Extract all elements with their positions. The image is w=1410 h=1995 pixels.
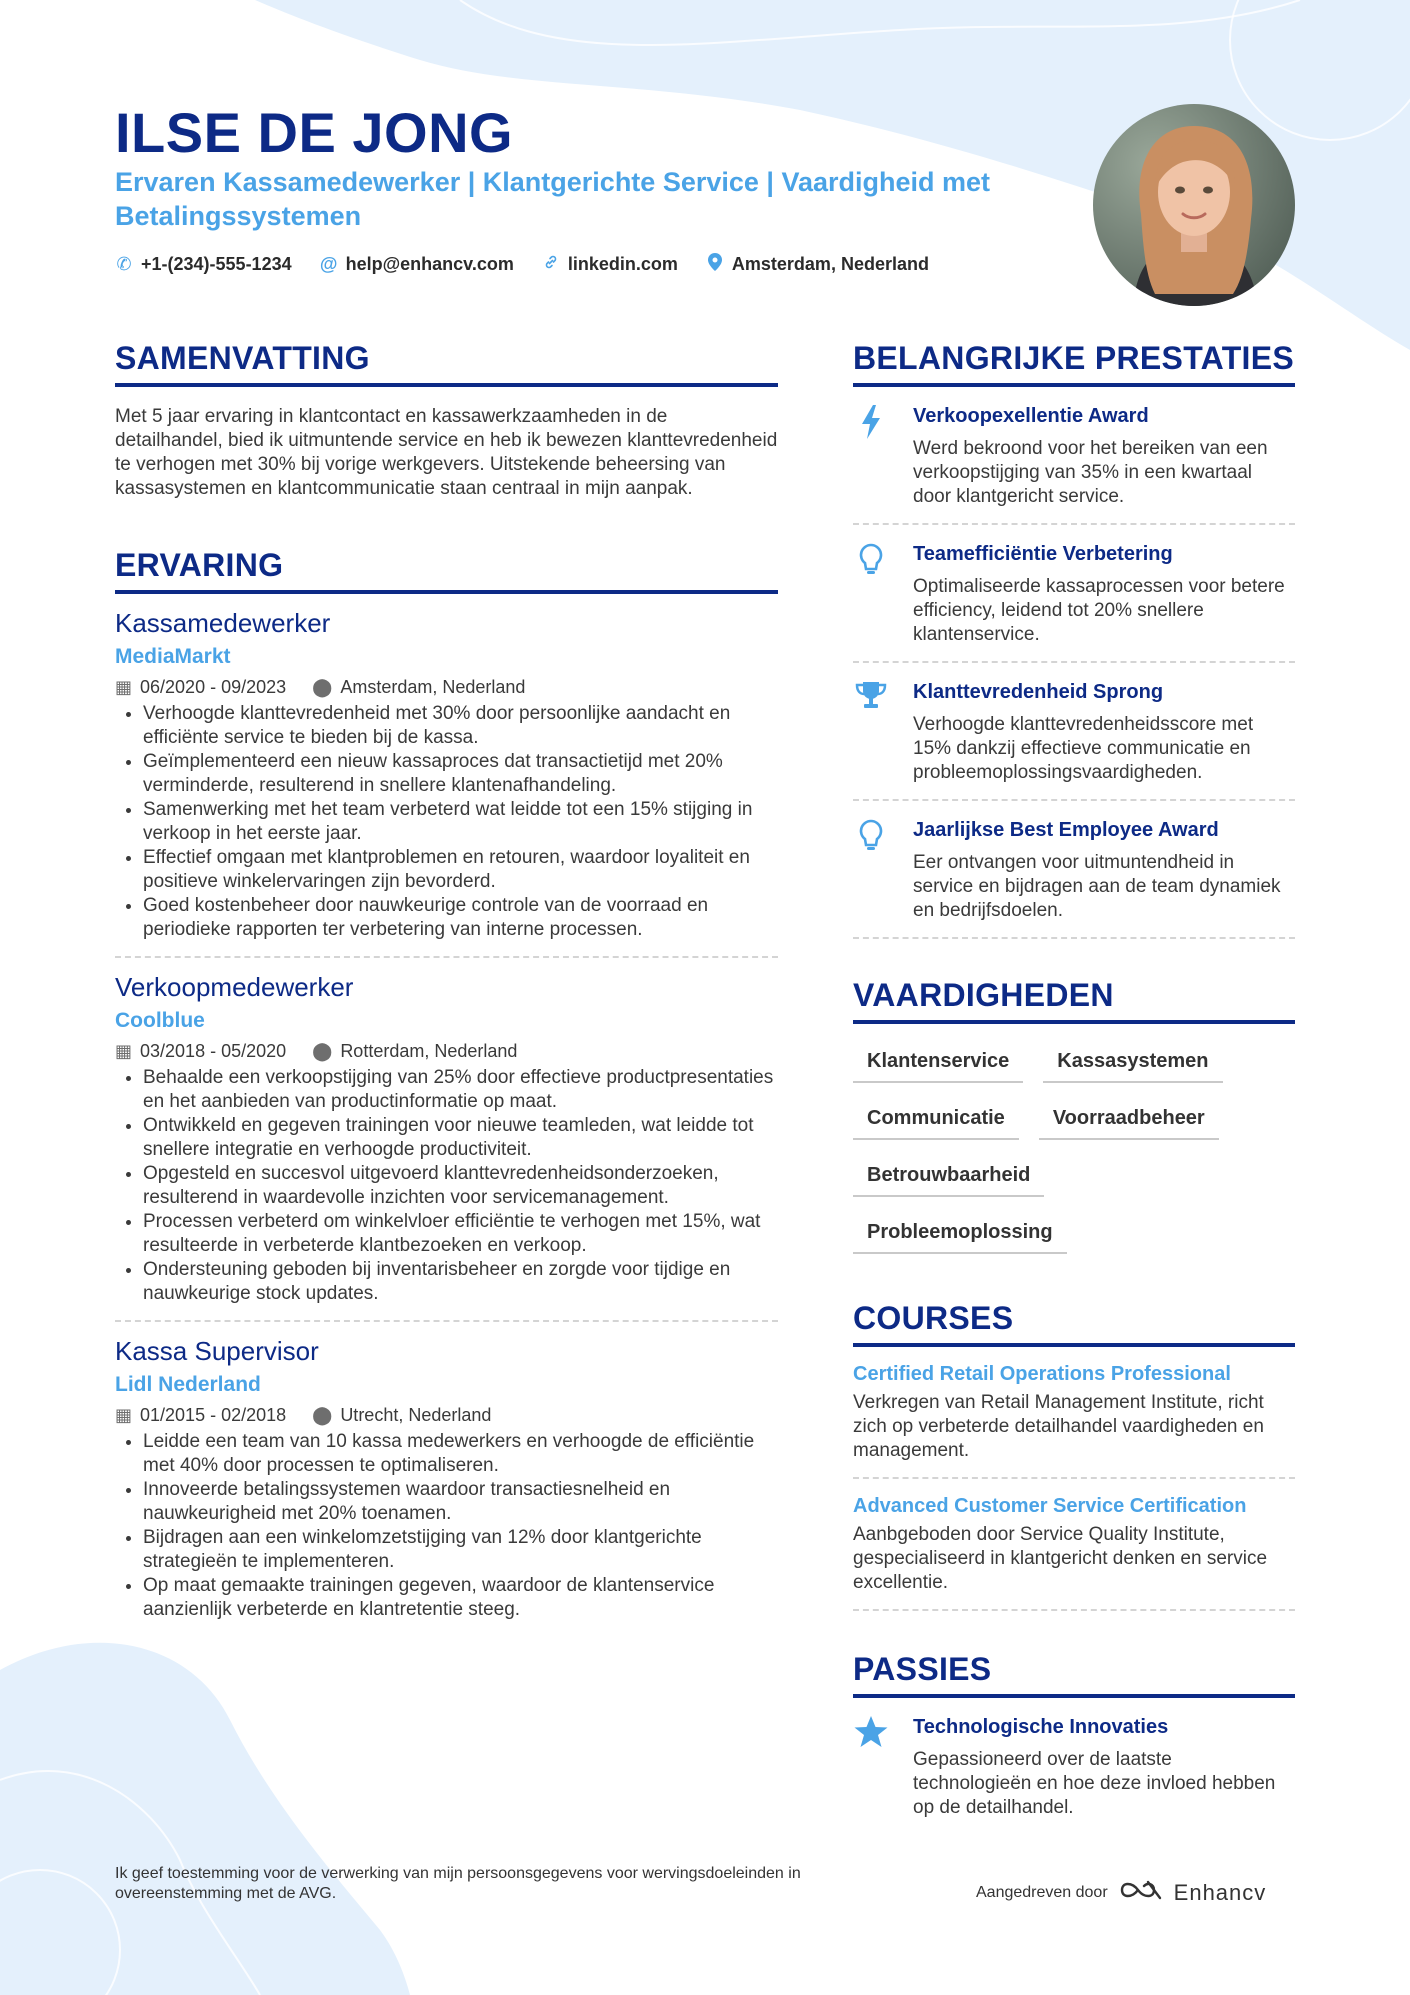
achievement-desc: Eer ontvangen voor uitmuntendheid in service en bijdragen aan de team dynamiek en bedrijfsdoelen. [913, 852, 1281, 921]
avatar [1093, 104, 1295, 306]
achievement-item [853, 525, 1295, 663]
job-bullet: • Samenwerking met het team verbeterd wat leidde tot een 15% stijging in verkoop in het eerste jaar. [143, 798, 778, 846]
email-text: help@enhancv.com [345, 254, 514, 274]
job-bullets [115, 702, 778, 942]
course-item [853, 1347, 1295, 1479]
contact-linkedin[interactable] [542, 253, 678, 276]
job-bullet: • Bijdragen aan een winkelomzetstijging van 12% door klantgerichte strategieën te implementeren. [143, 1526, 778, 1574]
job-title: Kassamedewerker [115, 608, 331, 638]
star-icon [853, 1714, 889, 1820]
achievement-title: Verkoopexellentie Award [913, 405, 1149, 427]
lightning-icon [853, 403, 889, 509]
job-bullet: • Goed kostenbeheer door nauwkeurige controle van de voorraad en periodieke rapporten ter verbetering van interne processen. [143, 894, 778, 942]
achievement-desc: Optimaliseerde kassaprocessen voor betere efficiency, leidend tot 20% snellere klantenservice. [913, 576, 1285, 645]
right-column [853, 340, 1295, 1834]
achievement-title: Jaarlijkse Best Employee Award [913, 819, 1219, 841]
skill-tag: Klantenservice [853, 1044, 1023, 1083]
job-company: MediaMarkt [115, 645, 231, 668]
course-title: Certified Retail Operations Professional [853, 1363, 1231, 1385]
job-location: Utrecht, Nederland [340, 1405, 492, 1425]
calendar-icon: ▦ [115, 1405, 133, 1425]
job-bullet: • Leidde een team van 10 kassa medewerkers en verhoogde de efficiëntie met 40% door processen te optimaliseren. [143, 1430, 778, 1478]
achievement-item [853, 663, 1295, 801]
job-location: Rotterdam, Nederland [340, 1041, 518, 1061]
privacy-consent-note: Ik geef toestemming voor de verwerking van mijn persoonsgegevens voor wervingsdoeleinden in overeenstemming met de AVG. [115, 1865, 801, 1902]
contact-email[interactable] [320, 253, 514, 276]
powered-by-label: Aangedreven door [976, 1883, 1108, 1901]
skills-list [853, 1044, 1283, 1254]
skill-tag: Communicatie [853, 1101, 1019, 1140]
lightbulb-icon [853, 817, 889, 923]
linkedin-text: linkedin.com [567, 254, 678, 274]
at-icon: @ [319, 254, 338, 274]
job-meta [115, 676, 778, 698]
link-icon [542, 254, 560, 275]
job-entry [115, 958, 778, 1322]
job-meta [115, 1040, 778, 1062]
summary-title: SAMENVATTING [115, 340, 778, 387]
job-bullet: • Op maat gemaakte trainingen gegeven, waardoor de klantenservice aanzienlijk verbeterde en klantretentie steeg. [143, 1574, 778, 1622]
phone-text: +1-(234)-555-1234 [141, 254, 292, 274]
job-bullet: • Geïmplementeerd een nieuw kassaproces dat transactietijd met 20% verminderde, resulterend in snellere klantenafhandeling. [143, 750, 778, 798]
job-bullet: • Processen verbeterd om winkelvloer efficiëntie te verhogen met 15%, wat resulteerde in verbeterde klantbezoeken en verkoop. [143, 1210, 778, 1258]
candidate-name: ILSE DE JONG [115, 101, 514, 164]
headline: Ervaren Kassamedewerker | Klantgerichte Service | Vaardigheid met Betalingssystemen [115, 167, 991, 231]
contact-bar [115, 253, 929, 276]
job-dates: 01/2015 - 02/2018 [140, 1405, 287, 1425]
job-title: Kassa Supervisor [115, 1336, 319, 1366]
passions-title: PASSIES [853, 1651, 1295, 1698]
course-desc: Verkregen van Retail Management Institute, richt zich op verbeterde detailhandel vaardigheden en management. [853, 1392, 1264, 1461]
location-pin-icon: ⬤ [312, 1405, 333, 1425]
lightbulb-icon [853, 541, 889, 647]
job-company: Lidl Nederland [115, 1373, 261, 1396]
phone-icon: ✆ [116, 254, 132, 274]
powered-by[interactable] [976, 1878, 1266, 1907]
job-bullet: • Ondersteuning geboden bij inventarisbeheer en zorgde voor tijdige en nauwkeurige stock updates. [143, 1258, 778, 1306]
calendar-icon: ▦ [115, 1041, 133, 1061]
passion-desc: Gepassioneerd over de laatste technologieën en hoe deze invloed hebben op de detailhandel. [913, 1749, 1276, 1818]
location-text: Amsterdam, Nederland [731, 254, 929, 274]
course-title: Advanced Customer Service Certification [853, 1495, 1247, 1517]
job-company: Coolblue [115, 1009, 205, 1032]
courses-title: COURSES [853, 1300, 1295, 1347]
passion-title: Technologische Innovaties [913, 1716, 1169, 1738]
job-bullets [115, 1066, 778, 1306]
brand-name: Enhancv [1173, 1879, 1267, 1905]
achievement-desc: Werd bekroond voor het bereiken van een verkoopstijging van 35% in een kwartaal door klantgericht service. [913, 438, 1268, 507]
job-entry [115, 1322, 778, 1636]
achievement-desc: Verhoogde klanttevredenheidsscore met 15% dankzij effectieve communicatie en probleemoplossingsvaardigheden. [913, 714, 1254, 783]
achievement-title: Klanttevredenheid Sprong [913, 681, 1164, 703]
job-location: Amsterdam, Nederland [340, 677, 526, 697]
job-bullets [115, 1430, 778, 1622]
job-dates: 06/2020 - 09/2023 [140, 677, 287, 697]
job-meta [115, 1404, 778, 1426]
job-dates: 03/2018 - 05/2020 [140, 1041, 287, 1061]
skills-title: VAARDIGHEDEN [853, 977, 1295, 1024]
job-bullet: • Behaalde een verkoopstijging van 25% door effectieve productpresentaties en het aanbieden van productinformatie op maat. [143, 1066, 778, 1114]
job-bullet: • Ontwikkeld en gegeven trainingen voor nieuwe teamleden, wat leidde tot snellere integratie en verhoogde productiviteit. [143, 1114, 778, 1162]
summary-text: Met 5 jaar ervaring in klantcontact en kassawerkzaamheden in de detailhandel, bied ik uitmuntende service en heb ik bewezen klanttevredenheid te verhogen met 30% bij vorige werkgevers. Uitstekende beheersing van kassasystemen en klantcommunicatie staan centraal in mijn aanpak. [115, 406, 778, 499]
achievement-title: Teamefficiëntie Verbetering [913, 543, 1173, 565]
skill-tag: Kassasystemen [1043, 1044, 1222, 1083]
enhancv-logo-icon [1118, 1878, 1164, 1907]
left-column [115, 340, 778, 1636]
experience-title: ERVARING [115, 547, 778, 594]
job-bullet: • Innoveerde betalingssystemen waardoor transactiesnelheid en nauwkeurigheid met 20% toenamen. [143, 1478, 778, 1526]
location-pin-icon: ⬤ [312, 1041, 333, 1061]
job-entry [115, 594, 778, 958]
job-title: Verkoopmedewerker [115, 972, 354, 1002]
course-desc: Aanbgeboden door Service Quality Institute, gespecialiseerd in klantgericht denken en service excellentie. [853, 1524, 1268, 1593]
location-pin-icon: ⬤ [312, 677, 333, 697]
contact-location [706, 253, 929, 276]
location-pin-icon [706, 253, 724, 276]
job-bullet: • Opgesteld en succesvol uitgevoerd klanttevredenheidsonderzoeken, resulterend in waardevolle inzichten voor servicemanagement. [143, 1162, 778, 1210]
contact-phone[interactable] [115, 253, 292, 276]
course-item [853, 1479, 1295, 1611]
skill-tag: Voorraadbeheer [1039, 1101, 1219, 1140]
skill-tag: Probleemoplossing [853, 1215, 1067, 1254]
achievement-item [853, 801, 1295, 939]
job-bullet: • Effectief omgaan met klantproblemen en retouren, waardoor loyaliteit en positieve winkelervaringen zijn bevorderd. [143, 846, 778, 894]
skill-tag: Betrouwbaarheid [853, 1158, 1044, 1197]
achievements-title: BELANGRIJKE PRESTATIES [853, 340, 1295, 387]
passion-item [853, 1698, 1295, 1834]
trophy-icon [853, 679, 889, 785]
calendar-icon: ▦ [115, 677, 133, 697]
job-bullet: • Verhoogde klanttevredenheid met 30% door persoonlijke aandacht en efficiënte service te bieden bij de kassa. [143, 702, 778, 750]
achievement-item [853, 387, 1295, 525]
